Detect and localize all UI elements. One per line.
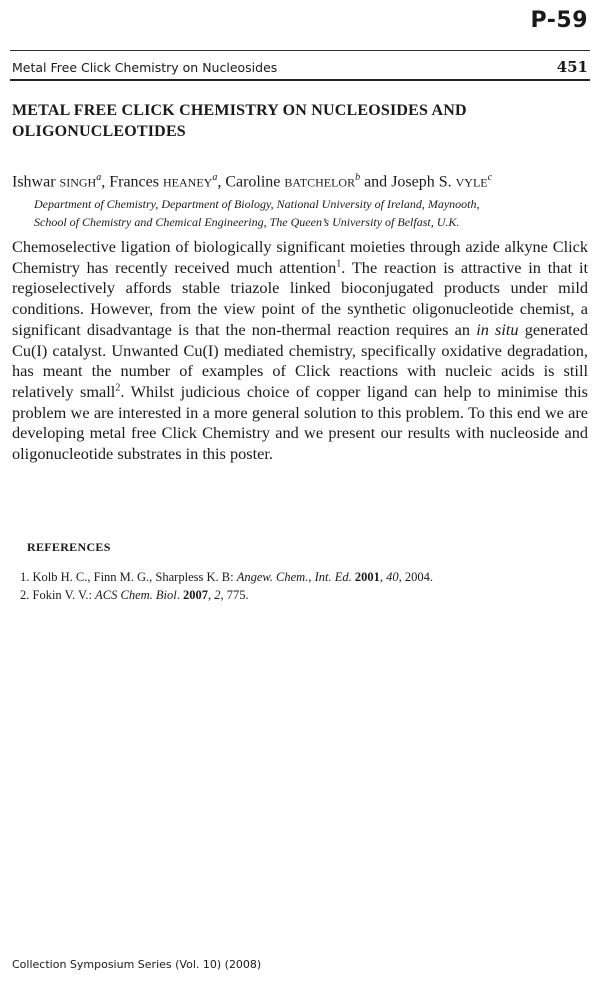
- affiliation: [34, 195, 588, 231]
- header-top-rule: [10, 50, 590, 51]
- abstract-text: Chemoselective ligation of biologically significant moieties through azide alkyne Click Chemistry has recently received much attention: [12, 237, 588, 277]
- reference-authors: Kolb H. C., Finn M. G., Sharpless K. B:: [32, 570, 237, 584]
- author-given-name: Joseph S.: [391, 173, 452, 191]
- author-given-name: Caroline: [225, 173, 281, 191]
- reference-item: 1. Kolb H. C., Finn M. G., Sharpless K. B: Angew. Chem., Int. Ed. 2001, 40, 2004.: [20, 570, 433, 584]
- page-number: 451: [556, 58, 588, 76]
- reference-pages: 775.: [226, 588, 249, 602]
- reference-list: [20, 568, 588, 604]
- author-given-name: Frances: [109, 173, 159, 191]
- author-affiliation-mark: c: [487, 172, 493, 183]
- reference-journal: Angew. Chem., Int. Ed.: [236, 570, 352, 584]
- reference-volume: 2: [214, 588, 221, 602]
- reference-year: 2001: [354, 570, 380, 584]
- abstract-text: . The reaction is attractive in that it regioselectively affords stable triazole linked bioconjugated products under mild conditions. However, from the view point of the synthetic oligonucleotide chemist, a significant disadvantage is that the non-thermal reaction requires an: [12, 257, 588, 339]
- author-surname: HEANEY: [162, 175, 213, 190]
- reference-number: 2.: [20, 588, 30, 602]
- reference-pages: 2004.: [404, 570, 433, 584]
- running-title: Metal Free Click Chemistry on Nucleosides: [12, 60, 278, 75]
- abstract: [12, 237, 588, 465]
- author-separator: ,: [101, 173, 110, 191]
- reference-number: 1.: [20, 570, 30, 584]
- references-heading: REFERENCES: [27, 540, 111, 554]
- reference-authors: Fokin V. V.:: [32, 588, 96, 602]
- abstract-text: generated Cu(I) catalyst. Unwanted Cu(I) mediated chemistry, specifically oxidative degradation, has meant the number of examples of Click reactions with nucleic acids is still relatively small: [12, 319, 588, 401]
- author-given-name: Ishwar: [12, 173, 56, 191]
- article-title: METAL FREE CLICK CHEMISTRY ON NUCLEOSIDES AND OLIGONUCLEOTIDES: [12, 102, 467, 140]
- header-bottom-rule: [10, 79, 590, 81]
- author-surname: SINGH: [59, 175, 97, 190]
- footer-series: Collection Symposium Series (Vol. 10) (2008): [12, 958, 262, 971]
- affiliation-line: Department of Chemistry, Department of Biology, National University of Ireland, Maynooth,: [34, 197, 480, 211]
- author-affiliation-mark: a: [212, 172, 218, 183]
- author-surname: BATCHELOR: [284, 175, 356, 190]
- author-list: [12, 172, 588, 191]
- affiliation-line: School of Chemistry and Chemical Engineering, The Queen’s University of Belfast, U.K.: [34, 215, 460, 229]
- reference-item: 2. Fokin V. V.: ACS Chem. Biol. 2007, 2, 775.: [20, 588, 249, 602]
- reference-volume: 40: [386, 570, 399, 584]
- author-affiliation-mark: b: [355, 172, 361, 183]
- citation-mark: 1: [336, 258, 342, 270]
- author-surname: VYLE: [455, 175, 488, 190]
- abstract-text: . Whilst judicious choice of copper ligand can help to minimise this problem we are interested in a more general solution to this problem. To this end we are developing metal free Click Chemistry and we present our results with nucleoside and oligonucleotide substrates in this poster.: [12, 381, 588, 464]
- poster-id: P-59: [530, 8, 588, 33]
- abstract-italic-term: in situ: [476, 319, 519, 339]
- citation-mark: 2: [115, 382, 121, 394]
- author-separator: and: [360, 173, 392, 191]
- reference-year: 2007: [183, 588, 208, 602]
- running-head: [12, 58, 588, 76]
- author-separator: ,: [217, 173, 226, 191]
- author-affiliation-mark: a: [96, 172, 102, 183]
- reference-journal: ACS Chem. Biol: [95, 588, 177, 602]
